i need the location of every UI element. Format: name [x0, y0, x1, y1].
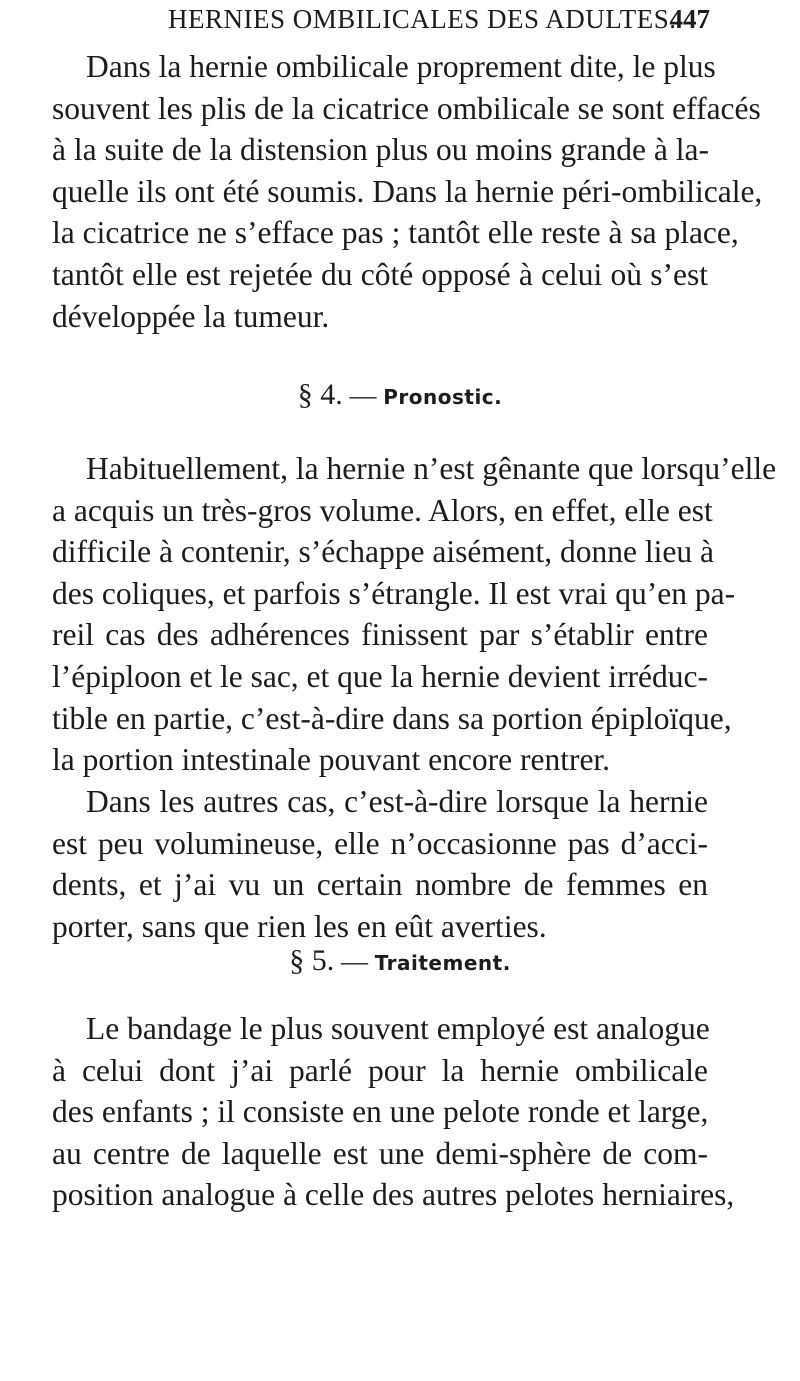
section-dash: —: [342, 380, 384, 410]
text-line: dents, et j’ai vu un certain nombre de femmes en: [52, 867, 708, 903]
text-line: à la suite de la distension plus ou moins grande à la-: [52, 132, 709, 168]
text-line: position analogue à celle des autres pelotes herniaires,: [52, 1177, 735, 1213]
text-line: développée la tumeur.: [52, 298, 330, 334]
text-line: Habituellement, la hernie n’est gênante que lorsqu’elle: [86, 451, 777, 486]
page-number: 447: [669, 4, 710, 34]
paragraph-autres-cas: [52, 781, 708, 947]
section-heading-pronostic: [0, 378, 800, 412]
text-line: tantôt elle est rejetée du côté opposé à celui où s’est: [52, 256, 708, 292]
text-line: a acquis un très-gros volume. Alors, en effet, elle est: [52, 492, 713, 528]
paragraph-pronostic: [52, 448, 777, 781]
text-line: quelle ils ont été soumis. Dans la hernie péri-ombilicale,: [52, 173, 763, 209]
text-line: la cicatrice ne s’efface pas ; tantôt elle reste à sa place,: [52, 215, 739, 251]
text-line: des coliques, et parfois s’étrangle. Il est vrai qu’en pa-: [52, 575, 736, 611]
running-title: HERNIES OMBILICALES DES ADULTES.: [168, 4, 677, 34]
text-line: souvent les plis de la cicatrice ombilicale se sont effacés: [52, 90, 761, 126]
paragraph-traitement: [52, 1008, 735, 1216]
text-line: Le bandage le plus souvent employé est analogue: [86, 1011, 710, 1046]
text-line: Dans la hernie ombilicale proprement dite, le plus: [86, 49, 716, 84]
section-number: § 5.: [289, 944, 335, 977]
section-dash: —: [334, 946, 375, 976]
text-line: au centre de laquelle est une demi-sphère de com-: [52, 1135, 708, 1171]
text-line: porter, sans que rien les en eût averties.: [52, 908, 547, 944]
text-line: des enfants ; il consiste en une pelote ronde et large,: [52, 1094, 709, 1130]
text-line: Dans les autres cas, c’est-à-dire lorsque la hernie: [86, 784, 708, 819]
section-title: Traitement.: [374, 951, 511, 975]
text-line: reil cas des adhérences finissent par s’établir entre: [52, 617, 708, 653]
section-title: Pronostic.: [383, 385, 503, 409]
section-heading-traitement: [0, 944, 800, 978]
paragraph-hernie-ombilicale: [52, 46, 763, 337]
section-number: § 4.: [297, 378, 343, 411]
text-line: l’épiploon et le sac, et que la hernie devient irréduc-: [52, 658, 708, 694]
running-head: [150, 4, 710, 38]
text-line: est peu volumineuse, elle n’occasionne pas d’acci-: [52, 825, 708, 861]
text-line: à celui dont j’ai parlé pour la hernie ombilicale: [52, 1052, 708, 1088]
text-line: tible en partie, c’est-à-dire dans sa portion épiploïque,: [52, 700, 732, 736]
text-line: la portion intestinale pouvant encore rentrer.: [52, 742, 611, 778]
text-line: difficile à contenir, s’échappe aisément, donne lieu à: [52, 534, 715, 570]
